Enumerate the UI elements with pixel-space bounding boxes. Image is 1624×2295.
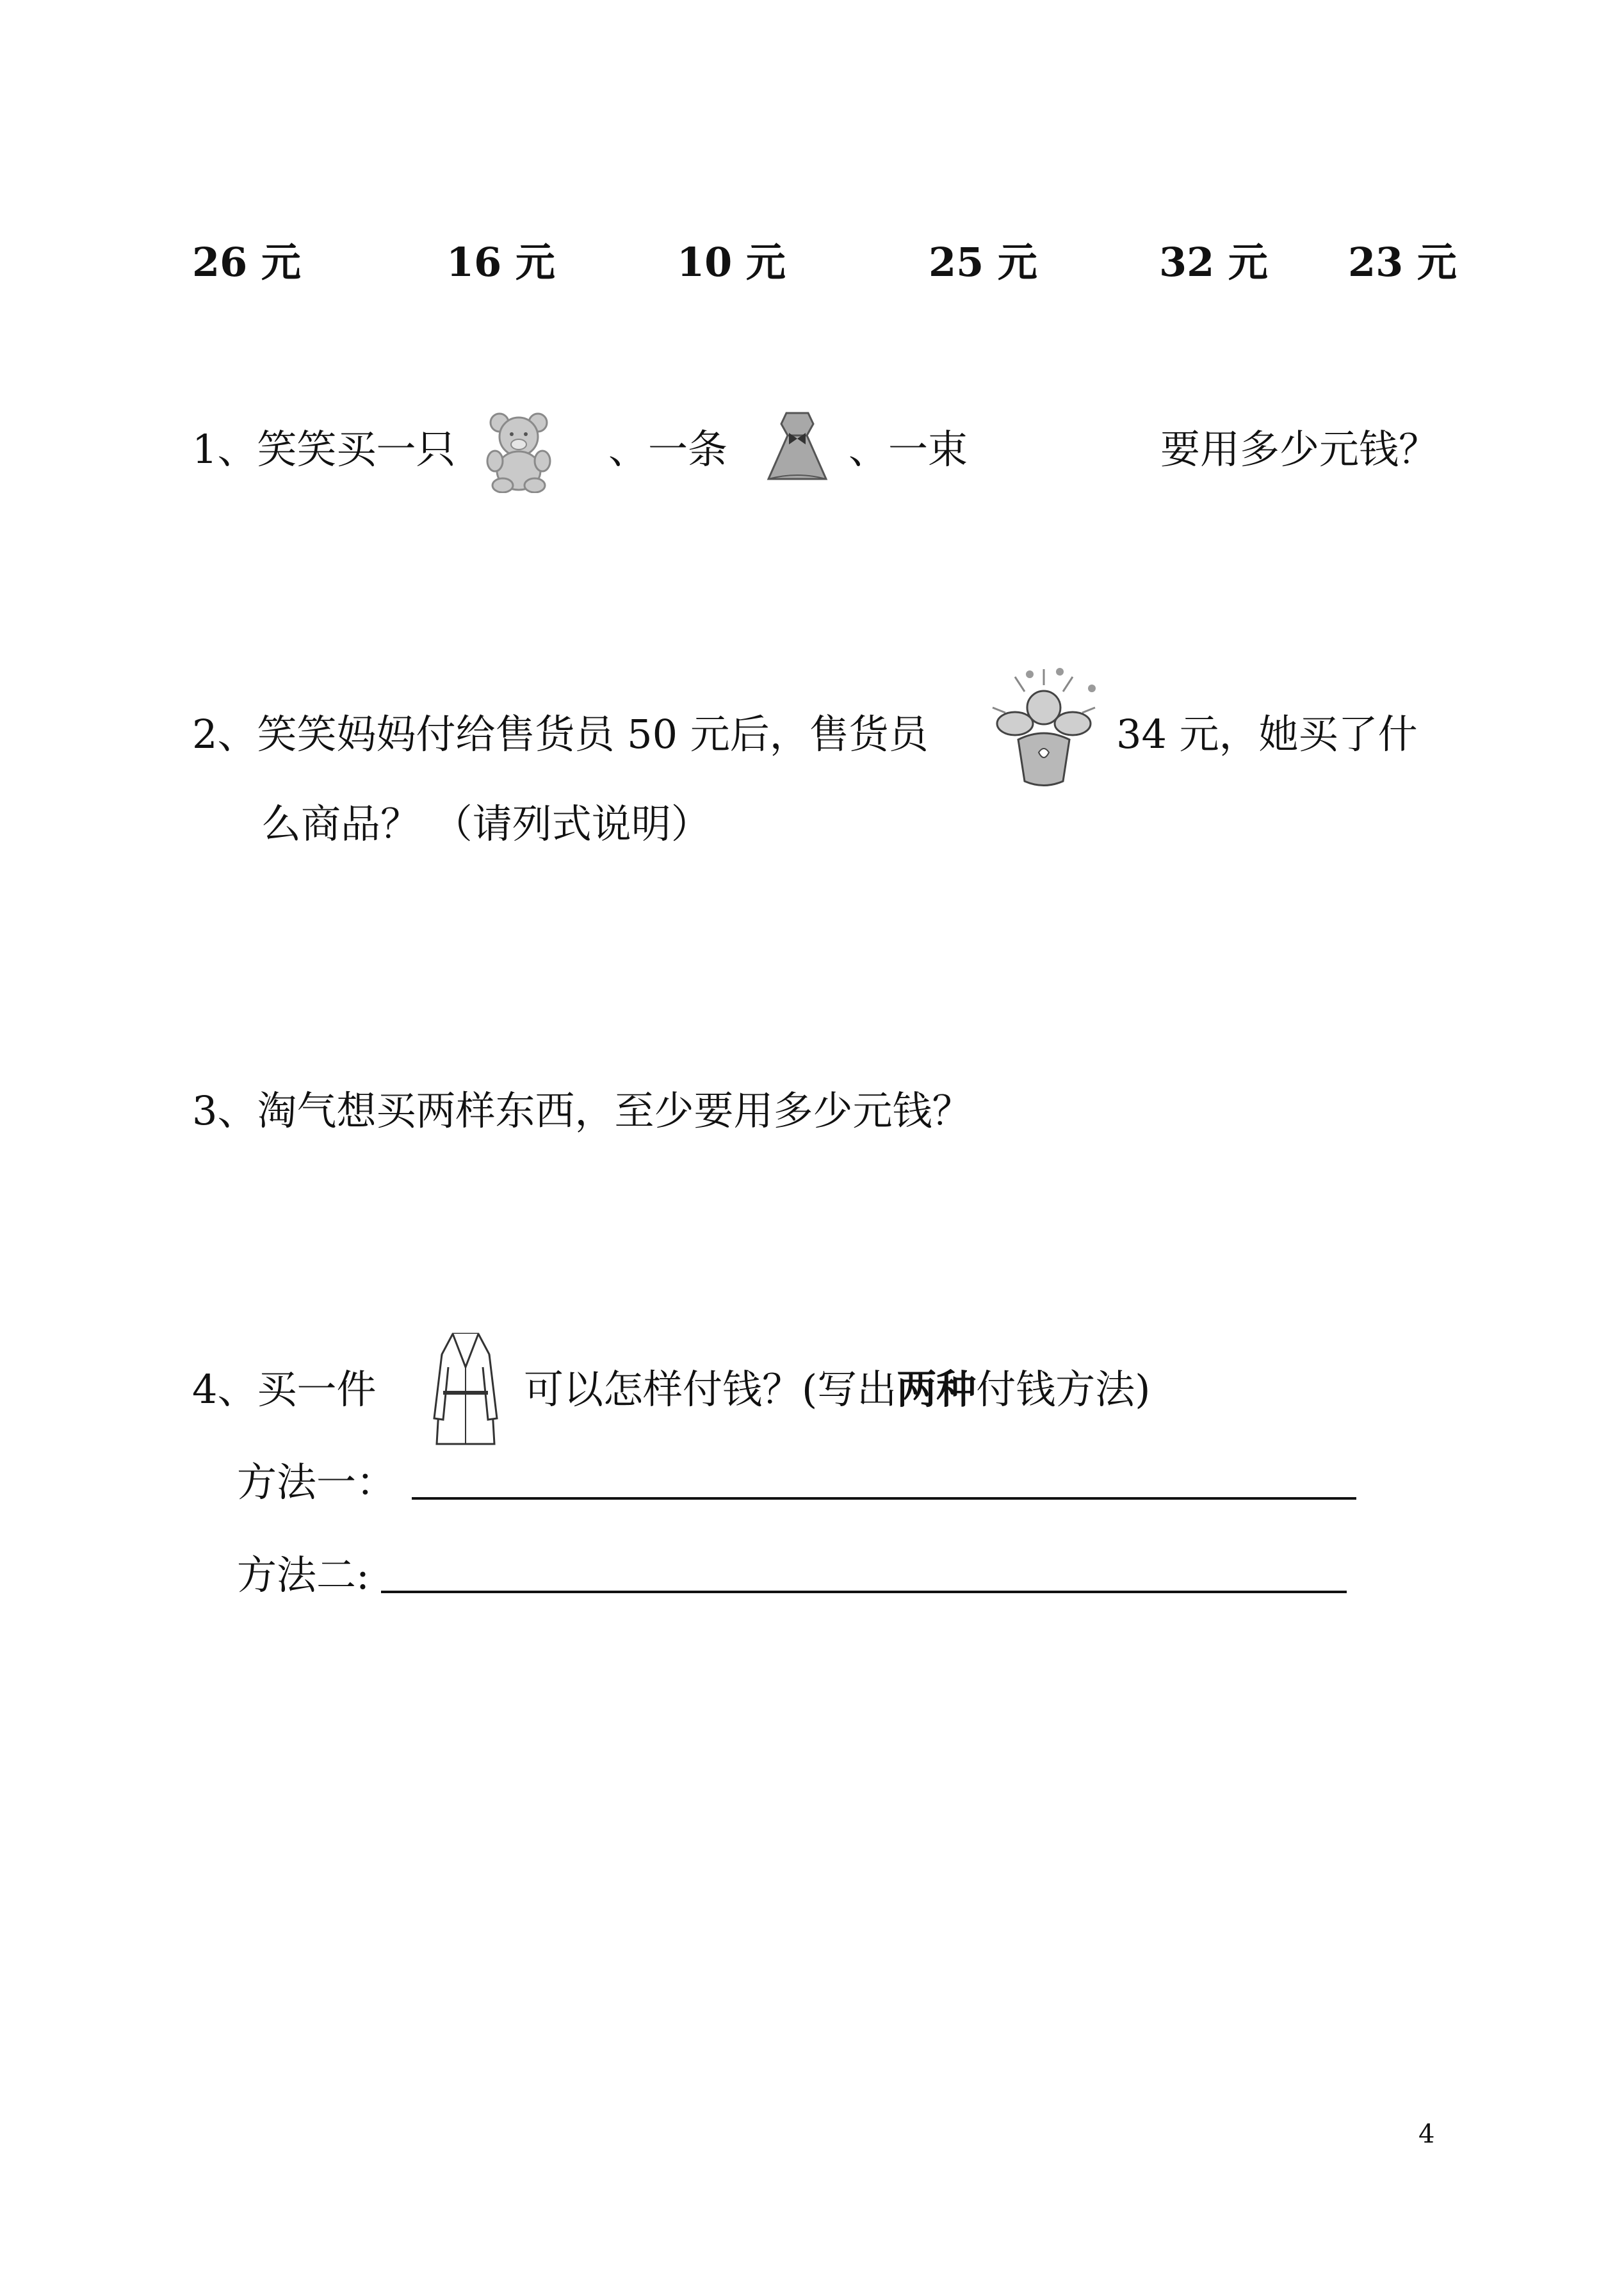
q1-text-b: 、一条 xyxy=(608,426,728,473)
q4-emphasis: 两种 xyxy=(897,1366,977,1413)
q4-text-b xyxy=(524,1358,1150,1415)
q4-text-b-lead: 可以怎样付钱？(写出 xyxy=(524,1366,897,1413)
price-5: 32 元 xyxy=(1159,239,1268,286)
method-one-answer-line[interactable] xyxy=(412,1497,1356,1500)
price-1: 26 元 xyxy=(192,239,301,286)
flower-bouquet-icon xyxy=(980,663,1108,791)
method-one-label: 方法一： xyxy=(237,1459,396,1505)
q4-text-b-tail: 付钱方法) xyxy=(976,1366,1151,1413)
q2-text-a: 2、笑笑妈妈付给售货员 50 元后，售货员 xyxy=(192,711,929,758)
method-two-answer-line[interactable] xyxy=(381,1591,1347,1593)
teddy-bear-icon xyxy=(477,410,560,493)
q2-text-b: 34 元，她买了什 xyxy=(1116,711,1418,758)
q4-text-a: 4、买一件 xyxy=(192,1366,377,1413)
page-number: 4 xyxy=(1418,2120,1435,2149)
price-3: 10 元 xyxy=(677,239,786,286)
q2-text-c: 么商品？ （请列式说明） xyxy=(261,800,711,847)
q1-text-d: 要用多少元钱？ xyxy=(1160,426,1439,473)
q1-text-a: 1、笑笑买一只 xyxy=(192,426,456,473)
price-4: 25 元 xyxy=(929,239,1037,286)
q1-text-c: 、一束 xyxy=(849,426,968,473)
q3-text: 3、淘气想买两样东西，至少要用多少元钱？ xyxy=(192,1087,972,1134)
price-6: 23 元 xyxy=(1348,239,1457,286)
coat-icon xyxy=(430,1329,501,1447)
price-2: 16 元 xyxy=(446,239,555,286)
dress-icon xyxy=(762,410,832,483)
method-two-label: 方法二: xyxy=(237,1552,369,1598)
